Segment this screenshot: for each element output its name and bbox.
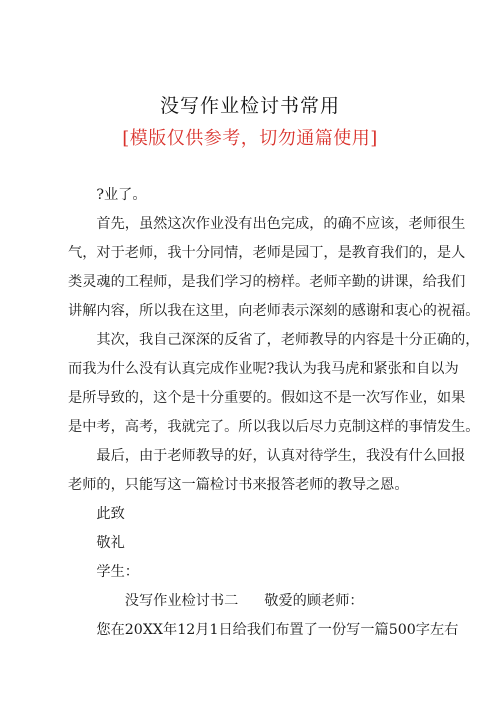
closing-line: 学生： — [96, 564, 139, 580]
paragraph-line: 最后，由于老师教导的好，认真对待学生，我没有什么回报 — [96, 448, 466, 464]
paragraph-line: 而我为什么没有认真完成作业呢?我认为我马虎和紧张和自以为 — [68, 361, 459, 377]
paragraph-line: 老师的，只能写这一篇检讨书来报答老师的教导之恩。 — [68, 477, 409, 493]
paragraph-line: 首先，虽然这次作业没有出色完成，的确不应该，老师很生 — [96, 216, 466, 232]
paragraph-2 — [68, 326, 480, 442]
paragraph-line: 类灵魂的工程师，是我们学习的榜样。老师辛勤的讲课，给我们 — [68, 274, 466, 290]
paragraph-line: ?业了。 — [96, 187, 147, 203]
closing-line: 此致 — [96, 506, 125, 522]
closing-line: 敬礼 — [96, 535, 125, 551]
second-letter-heading: 没写作业检讨书二 — [124, 593, 239, 609]
paragraph-line: 气，对于老师，我十分同情，老师是园丁，是教育我们的，是人 — [68, 245, 466, 261]
paragraph-0 — [68, 181, 440, 210]
paragraph-line: 讲解内容，所以我在这里，向老师表示深刻的感谢和衷心的祝福。 — [68, 303, 480, 319]
paragraph-line: 是中考，高考，我就完了。所以我以后尽力克制这样的事情发生。 — [68, 419, 480, 435]
paragraph-last — [68, 616, 459, 645]
paragraph-line: 是所导致的，这个是十分重要的。假如这不是一次写作业，如果 — [68, 390, 466, 406]
paragraph-3 — [68, 442, 466, 500]
second-letter-header — [68, 587, 440, 616]
document-title: 没写作业检讨书常用 — [159, 95, 340, 117]
paragraph-line: 其次，我自己深深的反省了，老师教导的内容是十分正确的， — [96, 332, 480, 348]
salutation: 敬爱的顾老师： — [264, 593, 364, 609]
paragraph-line: 您在20XX年12月1日给我们布置了一份写一篇500字左右 — [96, 622, 459, 638]
paragraph-1 — [68, 210, 480, 326]
document-body — [68, 181, 480, 645]
template-disclaimer: [模版仅供参考，切勿通篇使用] — [122, 128, 378, 149]
